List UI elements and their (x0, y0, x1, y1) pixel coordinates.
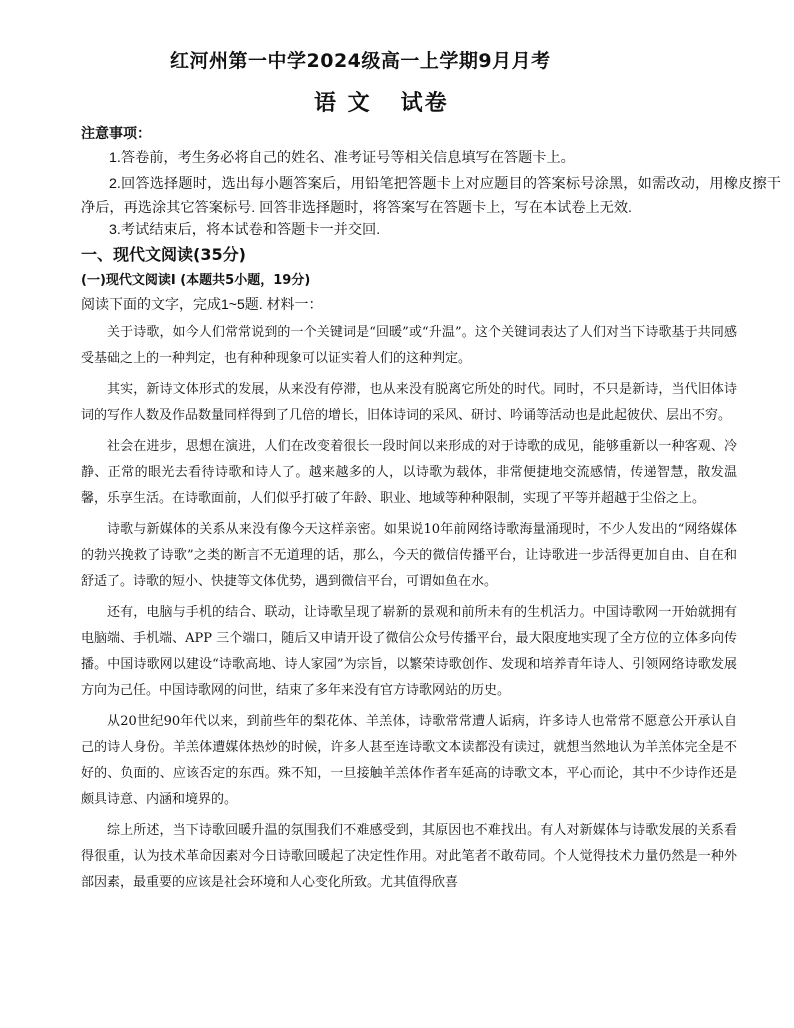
passage-paragraph: 综上所述，当下诗歌回暖升温的氛围我们不难感受到，其原因也不难找出。有人对新媒体与诗歌发展的关系看得很重，认为技术革命因素对今日诗歌回暖起了决定性作用。对此笔者不敢苟同。个人觉得技术力量仍然是一种外部因素，最重要的应该是社会环境和人心变化所致。尤其值得欣喜 (81, 823, 737, 890)
passage-paragraph: 其实，新诗文体形式的发展，从来没有停滞，也从来没有脱离它所处的时代。同时，不只是新诗，当代旧体诗词的写作人数及作品数量同样得到了几倍的增长，旧体诗词的采风、研讨、吟诵等活动也是此起彼伏、层出不穷。 (81, 382, 737, 423)
reading-instruction: 阅读下面的文字，完成1~5题. 材料一： (81, 296, 323, 312)
passage-paragraph: 还有，电脑与手机的结合、联动，让诗歌呈现了崭新的景观和前所未有的生机活力。中国诗歌网一开始就拥有电脑端、手机端、APP 三个端口，随后又申请开设了微信公众号传播平台，最大限度地实现了全方位的立体多向传播。中国诗歌网以建设“诗歌高地、诗人家园”为宗旨，以繁荣诗歌创作、发现和培养青年诗人、引领网络诗歌发展方向为己任。中国诗歌网的问世，结束了多年来没有官方诗歌网站的历史。 (81, 605, 737, 698)
notice-item-1: 1.答卷前，考生务必将自己的姓名、准考证号等相关信息填写在答题卡上。 (109, 150, 575, 166)
section-subtitle: (一)现代文阅读I (本题共5小题，19分) (81, 273, 311, 288)
passage-paragraph: 关于诗歌，如今人们常常说到的一个关键词是“回暖”或“升温”。这个关键词表达了人们对当下诗歌基于共同感受基础之上的一种判定，也有种种现象可以证实着人们的这种判定。 (81, 325, 737, 366)
passage-paragraph: 社会在进步，思想在演进，人们在改变着很长一段时间以来形成的对于诗歌的成见，能够重新以一种客观、冷静、正常的眼光去看待诗歌和诗人了。越来越多的人，以诗歌为载体，非常便捷地交流感情，传递智慧，散发温馨，乐享生活。在诗歌面前，人们似乎打破了年龄、职业、地域等种种限制，实现了平等并超越于尘俗之上。 (81, 439, 737, 506)
section-title: 一、现代文阅读(35分) (81, 245, 246, 264)
passage-paragraph: 从20世纪90年代以来，到前些年的梨花体、羊羔体，诗歌常常遭人诟病，许多诗人也常常不愿意公开承认自己的诗人身份。羊羔体遭媒体热炒的时候，许多人甚至连诗歌文本读都没有读过，就想当然地认为羊羔体完全是不好的、负面的、应该否定的东西。殊不知，一旦接触羊羔体作者车延高的诗歌文本，平心而论，其中不少诗作还是颇具诗意、内涵和境界的。 (81, 714, 737, 807)
notice-heading: 注意事项： (81, 126, 151, 142)
notice-item-2: 2.回答选择题时，选出每小题答案后，用铅笔把答题卡上对应题目的答案标号涂黑，如需改动，用橡皮擦干净后，再选涂其它答案标号. 回答非选择题时，将答案写在答题卡上，写在本试卷上无效. (81, 176, 781, 216)
exam-title: 红河州第一中学2024级高一上学期9月月考 (170, 50, 551, 72)
passage-paragraph: 诗歌与新媒体的关系从来没有像今天这样亲密。如果说10年前网络诗歌海量涌现时，不少人发出的“网络媒体的勃兴挽救了诗歌”之类的断言不无道理的话，那么，今天的微信传播平台，让诗歌进一步活得更加自由、自在和舒适了。诗歌的短小、快捷等文体优势，遇到微信平台，可谓如鱼在水。 (81, 522, 737, 589)
exam-subtitle: 语 文 试卷 (314, 90, 449, 116)
reading-passage (81, 320, 737, 901)
notice-item-3: 3.考试结束后，将本试卷和答题卡一并交回. (109, 222, 381, 238)
